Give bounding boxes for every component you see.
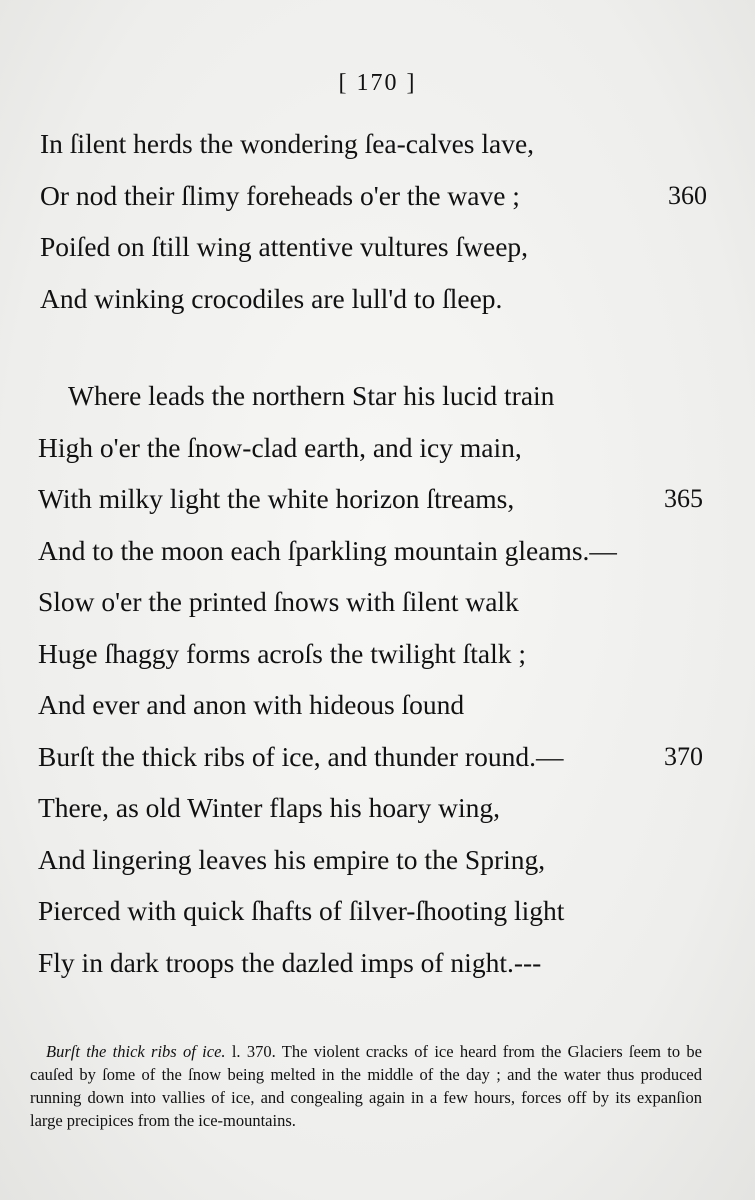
poem-line [0, 370, 755, 422]
line-text: And lingering leaves his empire to the Spring, [38, 843, 546, 875]
line-text: Fly in dark troops the dazled imps of night.--- [38, 946, 542, 978]
footnote-text: The violent cracks of ice heard from the Glaciers ſeem to be cauſed by ſome of the ſnow being melted in the middle of the day ; and the water thus produced running down into vallies of ice, and congealing again in a few hours, forces off by its expanſion large precipices from the ice-mountains. [30, 1042, 702, 1130]
poem-line [0, 422, 755, 474]
page-number: [ 170 ] [338, 70, 417, 96]
poem-line [0, 628, 755, 680]
line-text: Poiſed on ſtill wing attentive vultures ſweep, [40, 231, 529, 262]
poem-line [0, 525, 755, 577]
line-number: 365 [664, 484, 703, 513]
poem-line [0, 937, 755, 989]
line-text: Where leads the northern Star his lucid train [68, 380, 555, 411]
poem-line [0, 834, 755, 886]
line-number: 360 [668, 180, 707, 210]
poem-line [0, 782, 755, 834]
line-number: 370 [664, 741, 703, 771]
footnote-citation: Burſt the thick ribs of ice. [46, 1042, 226, 1061]
poem-line [0, 273, 755, 325]
poem-line [0, 731, 755, 783]
poem-line [0, 221, 755, 273]
line-text: And to the moon each ſparkling mountain gleams.— [38, 534, 617, 566]
poem-line [0, 170, 755, 222]
footnote-line-ref: l. 370. [231, 1042, 276, 1061]
line-text: In ſilent herds the wondering ſea-calves lave, [40, 128, 535, 159]
line-text: Burſt the thick ribs of ice, and thunder round.— [38, 740, 564, 772]
poem-line [0, 576, 755, 628]
footnote [30, 1040, 702, 1132]
line-text: High o'er the ſnow-clad earth, and icy main, [38, 431, 522, 463]
line-text: And ever and anon with hideous ſound [38, 689, 465, 720]
stanza-1 [0, 118, 755, 324]
line-text: Or nod their ſlimy foreheads o'er the wave ; [40, 179, 520, 211]
footnote-paragraph [30, 1040, 702, 1132]
stanza-2 [0, 370, 755, 988]
poem-line [0, 885, 755, 937]
line-text: And winking crocodiles are lull'd to ſleep. [40, 282, 503, 314]
line-text: There, as old Winter flaps his hoary wing, [38, 792, 500, 823]
line-text: Slow o'er the printed ſnows with ſilent walk [38, 586, 519, 617]
line-text: With milky light the white horizon ſtreams, [38, 483, 515, 514]
poem-line [0, 679, 755, 731]
poem-line [0, 473, 755, 525]
poem-line [0, 118, 755, 170]
line-text: Huge ſhaggy forms acroſs the twilight ſtalk ; [38, 637, 527, 669]
line-text: Pierced with quick ſhafts of ſilver-ſhooting light [38, 895, 565, 926]
